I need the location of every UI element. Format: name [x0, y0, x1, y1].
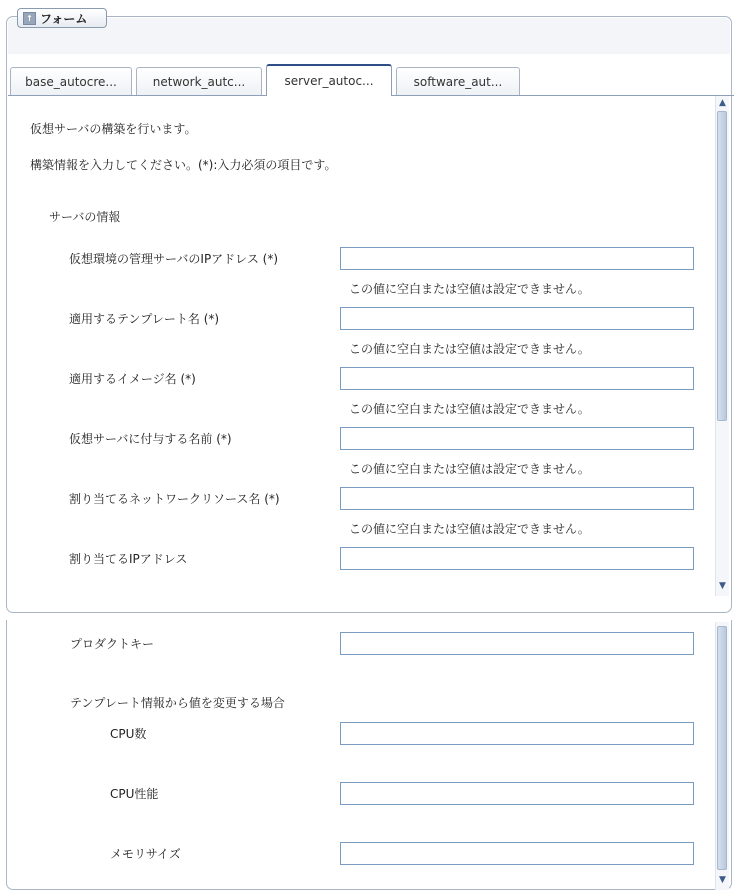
error-message: この値に空白または空値は設定できません。	[349, 462, 590, 476]
template-name-input[interactable]	[340, 307, 694, 330]
scroll-up-icon[interactable]: ▲	[719, 98, 726, 108]
product-key-label: プロダクトキー	[70, 637, 155, 651]
error-message: この値に空白または空値は設定できません。	[349, 402, 590, 416]
memory-size-input[interactable]	[340, 842, 694, 865]
image-name-input[interactable]	[340, 367, 694, 390]
field-label-image-name: 適用するイメージ名 (*)	[69, 372, 196, 386]
error-message: この値に空白または空値は設定できません。	[349, 522, 590, 536]
form-panel-title-button[interactable]	[17, 8, 107, 28]
collapse-icon[interactable]: ↑	[23, 12, 36, 25]
field-label-vm-manager-ip: 仮想環境の管理サーバのIPアドレス (*)	[69, 252, 278, 266]
scroll-down-icon[interactable]: ▼	[719, 581, 726, 591]
ip-address-input[interactable]	[340, 547, 694, 570]
intro-text: 仮想サーバの構築を行います。	[30, 122, 197, 136]
template-override-heading: テンプレート情報から値を変更する場合	[70, 696, 285, 710]
field-label-vm-name: 仮想サーバに付与する名前 (*)	[69, 432, 232, 446]
scrollbar-thumb[interactable]	[717, 626, 727, 870]
tab-base-autocreate[interactable]: base_autocre...	[10, 67, 132, 95]
field-label-template-name: 適用するテンプレート名 (*)	[69, 312, 220, 326]
tab-software-autocreate[interactable]: software_aut...	[396, 67, 520, 95]
vm-name-input[interactable]	[340, 427, 694, 450]
instruction-text: 構築情報を入力してください。(*):入力必須の項目です。	[30, 158, 337, 172]
vertical-scrollbar-lower[interactable]	[715, 622, 729, 890]
scroll-down-icon[interactable]: ▼	[719, 875, 726, 885]
network-resource-input[interactable]	[340, 487, 694, 510]
cpu-count-input[interactable]	[340, 722, 694, 745]
cpu-performance-label: CPU性能	[110, 787, 159, 801]
field-label-network-resource: 割り当てるネットワークリソース名 (*)	[69, 492, 280, 506]
memory-size-label: メモリサイズ	[110, 847, 181, 861]
vertical-scrollbar[interactable]	[715, 96, 729, 596]
server-tab-content	[10, 96, 714, 602]
error-message: この値に空白または空値は設定できません。	[349, 342, 590, 356]
tab-server-autocreate[interactable]: server_autoc...	[266, 64, 392, 96]
form-panel-title: フォーム	[40, 11, 88, 26]
field-label-ip-address: 割り当てるIPアドレス	[69, 552, 188, 566]
scrollbar-thumb[interactable]	[717, 111, 727, 421]
error-message: この値に空白または空値は設定できません。	[349, 282, 590, 296]
vm-manager-ip-input[interactable]	[340, 247, 694, 270]
cpu-performance-input[interactable]	[340, 782, 694, 805]
product-key-input[interactable]	[340, 632, 694, 655]
tab-network-autocreate[interactable]: network_autc...	[136, 67, 262, 95]
panel-header	[8, 18, 730, 54]
cpu-count-label: CPU数	[110, 727, 147, 741]
server-info-heading: サーバの情報	[49, 210, 121, 224]
